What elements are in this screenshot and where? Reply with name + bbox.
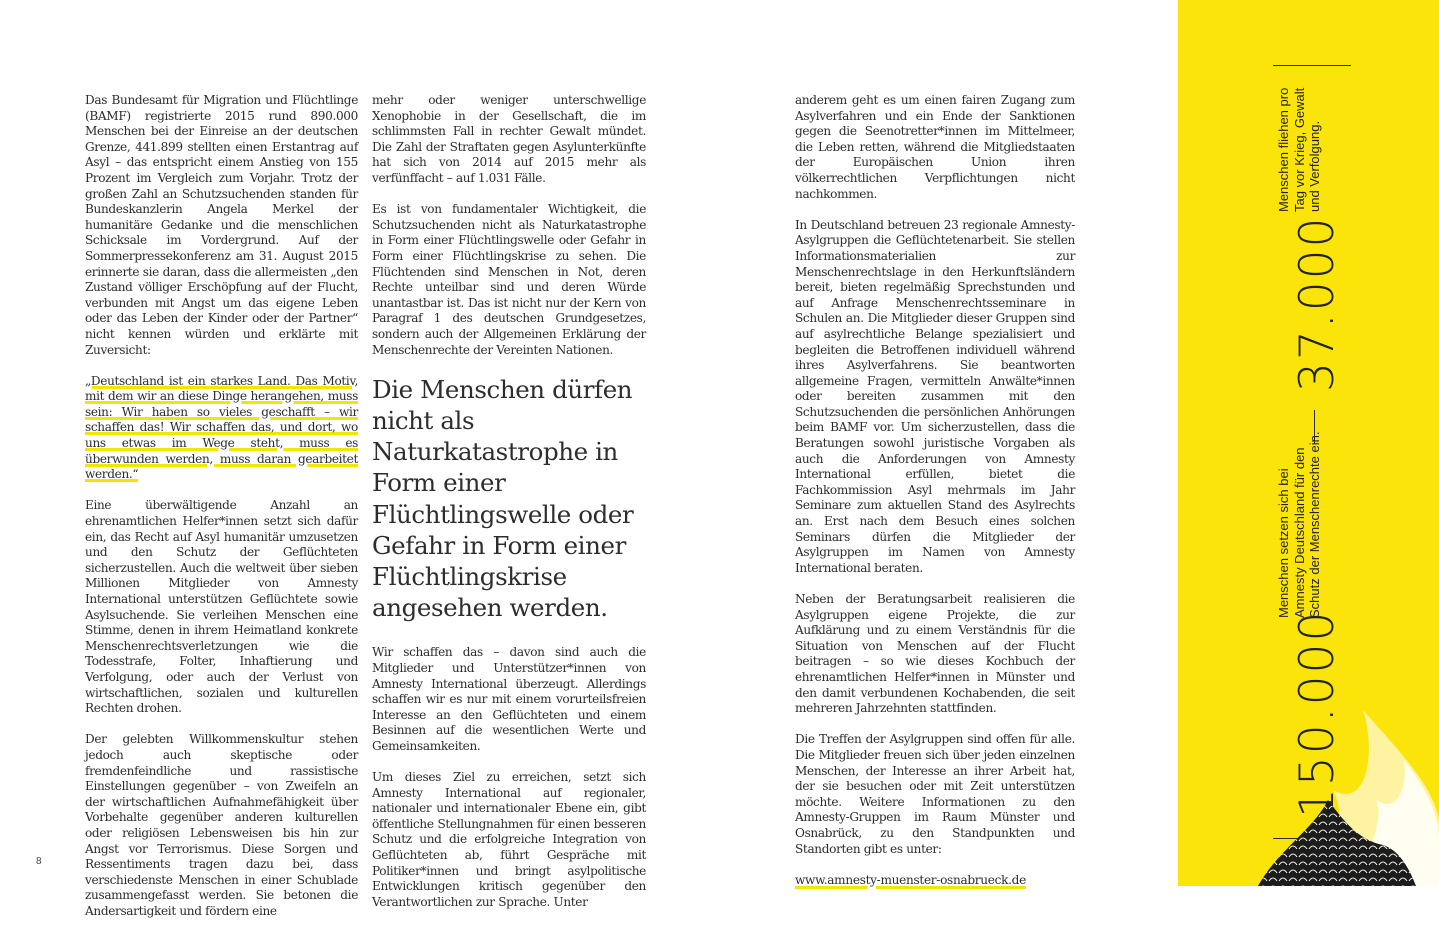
- text-column-3: [795, 93, 1075, 904]
- quote-text: „Deutschland ist ein starkes Land. Das Motiv, mit dem wir an diese Dinge herangehen, muss sein: Wir haben so vieles geschafft – wir schaffen das! Wir schaffen das, und dort, wo uns etwas im Wege steht, muss es überwunden werden, muss daran gearbeitet werden.“: [85, 373, 358, 482]
- stats-sidebar: [1178, 0, 1439, 886]
- pull-quote: Die Menschen dürfen nicht als Naturkatastrophe in Form einer Flüchtlingswelle oder Gefahr in Form einer Flüchtlingskrise angesehen werden.: [372, 374, 634, 623]
- flame-illustration: [1258, 690, 1439, 886]
- divider-rule: [1273, 65, 1351, 66]
- stat-number-37000: 37.000: [1290, 215, 1345, 392]
- body-paragraph: Es ist von fundamentaler Wichtigkeit, die Schutzsuchenden nicht als Naturkatastrophe in Form einer Flüchtlingswelle oder Gefahr in Form einer Flüchtlingskrise zu sehen. Die Flüchtenden sind Menschen in Not, deren Rechte unteilbar sind und deren Würde unantastbar ist. Das ist nicht nur der Kern von Paragraf 1 des deutschen Grundgesetzes, sondern auch der Allgemeinen Erklärung der Menschenrechte der Vereinten Nationen.: [372, 202, 646, 357]
- merkel-quote: [85, 374, 358, 483]
- body-paragraph: Das Bundesamt für Migration und Flüchtlinge (BAMF) registrierte 2015 rund 890.000 Menschen bei der Einreise an der deutschen Grenze, 441.899 stellten einen Erstantrag auf Asyl – das entspricht einem Anstieg von 155 Prozent im Vergleich zum Vorjahr. Trotz der großen Zahl an Schutzsuchenden standen für Bundeskanzlerin Angela Merkel der humanitäre Gedanke und die menschlichen Schicksale im Vordergrund. Auf der Sommerpressekonferenz am 31. August 2015 erinnerte sie daran, dass die allermeisten „den Zustand völliger Erschöpfung auf der Flucht, verbunden mit Angst um das eigene Leben oder das Leben der Kinder oder der Partner“ nicht kennen würden und erklärte mit Zuversicht:: [85, 93, 358, 357]
- amnesty-website-link[interactable]: www.amnesty-muenster-osnabrueck.de: [795, 872, 1026, 887]
- body-paragraph: Wir schaffen das – davon sind auch die Mitglieder und Unterstützer*innen von Amnesty International überzeugt. Allerdings schaffen wir es nur mit einem vorurteilsfreien Interesse an den Geflüchteten und einem Besinnen auf die wesentlichen Werte und Gemeinsamkeiten.: [372, 645, 646, 753]
- body-paragraph: Die Treffen der Asylgruppen sind offen für alle. Die Mitglieder freuen sich über jeden einzelnen Menschen, der Interesse an ihrer Arbeit hat, der sie besuchen oder mit Zeit unterstützen möchte. Weitere Informationen zu den Amnesty-Gruppen im Raum Münster und Osnabrück, zu den Standpunkten und Standorten gibt es unter:: [795, 732, 1075, 856]
- text-column-2: [372, 93, 646, 926]
- caption-line: Amnesty Deutschland für den: [1291, 447, 1307, 618]
- caption-line: und Verfolgung.: [1307, 120, 1322, 212]
- caption-line: Menschen fliehen pro: [1276, 87, 1291, 212]
- stat-caption-150000: [1276, 432, 1323, 618]
- body-paragraph: Um dieses Ziel zu erreichen, setzt sich Amnesty International auf regionaler, nationaler und internationaler Ebene ein, gibt öffentliche Stellungnahmen für einen besseren Schutz und die erfolgreiche Integration von Geflüchteten ab, führt Gespräche mit Politiker*innen und bringt asylpolitische Entwicklungen kritisch gegenüber den Verantwortlichen zur Sprache. Unter: [372, 770, 646, 909]
- text-column-1: [85, 93, 358, 935]
- stat-caption-37000: [1276, 88, 1323, 212]
- body-paragraph: Eine überwältigende Anzahl an ehrenamtlichen Helfer*innen setzt sich dafür ein, das Recht auf Asyl humanitär umzusetzen und den Schutz der Geflüchteten sicherzustellen. Auch die weltweit über sieben Millionen Mitglieder von Amnesty International unterstützen Geflüchtete sowie Asylsuchende. Sie verleihen Menschen eine Stimme, denen in ihrem Heimatland konkrete Menschenrechtsverletzungen wie die Todesstrafe, Folter, Inhaftierung und Verfolgung, oder auch der Verlust von wirtschaftlichen, sozialen und kulturellen Rechten drohen.: [85, 498, 358, 716]
- body-paragraph: mehr oder weniger unterschwellige Xenophobie in der Gesellschaft, die im schlimmsten Fall in rechter Gewalt mündet. Die Zahl der Straftaten gegen Asylunterkünfte hat sich von 2014 auf 2015 mehr als verfünffacht – auf 1.031 Fälle.: [372, 93, 646, 185]
- body-paragraph: Neben der Beratungsarbeit realisieren die Asylgruppen eigene Projekte, die zur Aufklärung und zu einem Verständnis für die Situation von Menschen auf der Flucht beitragen – so wie dieses Kochbuch der ehrenamtlichen Helfer*innen in Münster und den damit verbundenen Kochabenden, die seit mehreren Jahrzehnten stattfinden.: [795, 592, 1075, 716]
- body-paragraph: In Deutschland betreuen 23 regionale Amnesty-Asylgruppen die Geflüchtetenarbeit. Sie stellen Informationsmaterialien zur Menschenrechtslage in den Herkunftsländern bereit, bieten regelmäßig Sprechstunden und auf Anfrage Menschenrechtsseminare in Schulen an. Die Mitglieder dieser Gruppen sind auf asylrechtliche Belange spezialisiert und begleiten die Betroffenen individuell während ihres Asylverfahrens. Sie beantworten allgemeine Fragen, vermitteln Anwälte*innen oder bereiten zusammen mit den Schutzsuchenden die persönlichen Anhörungen beim BAMF vor. Um sicherzustellen, dass die Beratungen sowohl juristische Vorgaben als auch die Anforderungen von Amnesty International erfüllen, bietet die Fachkommission Asyl mehrmals im Jahr Seminare zum aktuellen Stand des Asylrechts an. Erst nach dem Besuch eines solchen Seminars dürfen die Mitglieder der Asylgruppen im Namen von Amnesty International beraten.: [795, 217, 1075, 575]
- caption-line: Tag vor Krieg, Gewalt: [1291, 87, 1307, 212]
- caption-line: Schutz der Menschenrechte ein.: [1307, 431, 1322, 618]
- page-number: 8: [36, 856, 42, 867]
- caption-line: Menschen setzen sich bei: [1276, 468, 1291, 618]
- stat-number-150000: 150.000: [1290, 609, 1345, 818]
- body-paragraph: anderem geht es um einen fairen Zugang zum Asylverfahren und ein Ende der Sanktionen gegen die Seenotretter*innen im Mittelmeer, die Leben retten, während die Mitgliedstaaten der Europäischen Union ihren völkerrechtlichen Verpflichtungen nicht nachkommen.: [795, 93, 1075, 201]
- body-paragraph: Der gelebten Willkommenskultur stehen jedoch auch skeptische oder fremdenfeindliche und rassistische Einstellungen gegenüber – von Zweifeln an der wirtschaftlichen Aufnahmefähigkeit über Vorbehalte gegenüber anderen kulturellen oder religiösen Lebensweisen bis hin zur Angst vor Terrorismus. Diese Sorgen und Ressentiments tragen dazu bei, dass verschiedenste Menschen in einer Schublade zusammengefasst werden. Sie betonen die Andersartigkeit und fördern eine: [85, 732, 358, 918]
